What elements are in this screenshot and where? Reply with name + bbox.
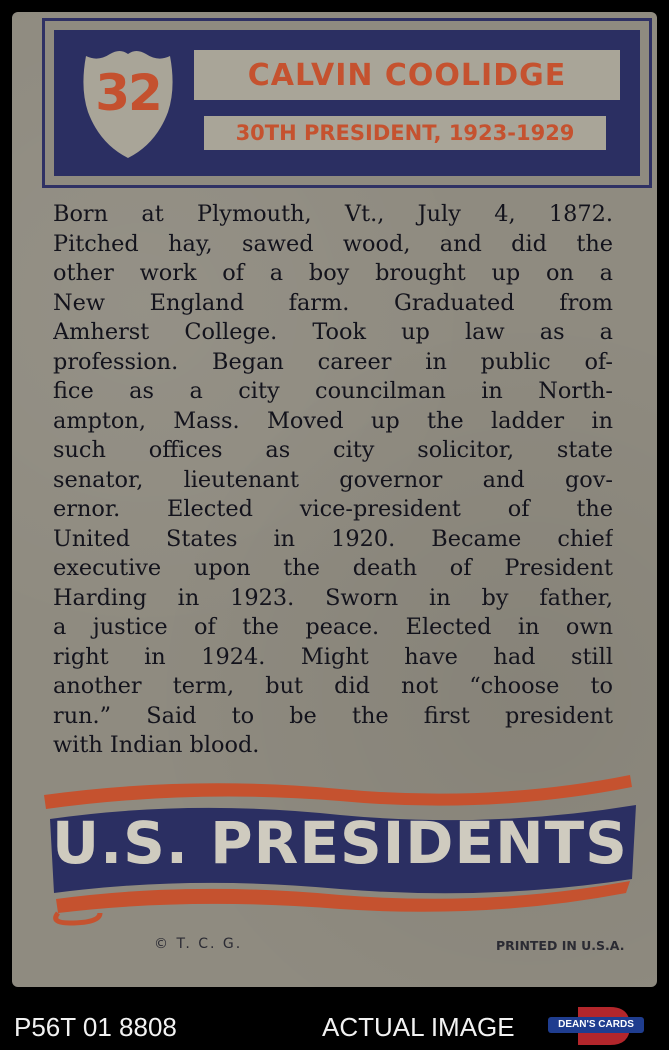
bio-line: New England farm. Graduated from xyxy=(53,289,613,316)
deans-cards-logo[interactable] xyxy=(548,1005,644,1047)
printed-in-usa: PRINTED IN U.S.A. xyxy=(496,938,625,953)
bio-line: other work of a boy brought up on a xyxy=(53,260,613,286)
header-panel xyxy=(54,30,640,176)
copyright-mark: © T. C. G. xyxy=(154,936,243,952)
cert-number: P56T 01 8808 xyxy=(14,1012,177,1042)
banner-title-svg xyxy=(40,795,640,895)
route-shield-badge xyxy=(80,48,176,160)
bio-line: such offices as city solicitor, state xyxy=(53,437,613,463)
header-frame xyxy=(42,18,652,188)
bio-line: a justice of the peace. Elected in own xyxy=(53,614,613,640)
bio-line: ampton, Mass. Moved up the ladder in xyxy=(53,407,613,434)
name-label xyxy=(194,50,620,100)
bio-line: fice as a city councilman in North- xyxy=(53,378,613,404)
bio-line: ernor. Elected vice-president of the xyxy=(53,496,613,522)
term-label xyxy=(204,116,606,150)
footer-bar xyxy=(0,1000,669,1050)
bio-line: Amherst College. Took up law as a xyxy=(53,319,613,345)
bio-line: Harding in 1923. Sworn in by father, xyxy=(53,584,613,611)
bio-line: right in 1924. Might have had still xyxy=(53,643,613,670)
bio-line: United States in 1920. Became chief xyxy=(53,525,613,552)
banner-title: U.S. PRESIDENTS xyxy=(52,809,628,877)
bio-line: another term, but did not “choose to xyxy=(53,673,613,699)
bio-line: Born at Plymouth, Vt., July 4, 1872. xyxy=(53,201,613,227)
bio-line: with Indian blood. xyxy=(53,732,260,758)
actual-image-label: ACTUAL IMAGE xyxy=(322,1012,515,1042)
bio-line: Pitched hay, sawed wood, and did the xyxy=(53,230,613,257)
bio-line: executive upon the death of President xyxy=(53,555,613,581)
bio-line: senator, lieutenant governor and gov- xyxy=(53,466,613,493)
bio-line: profession. Began career in public of- xyxy=(53,348,613,375)
logo-text: DEAN'S CARDS xyxy=(558,1019,634,1030)
card-number: 32 xyxy=(95,64,161,122)
card-back xyxy=(12,12,657,987)
biography-text xyxy=(53,200,613,761)
bio-line: run.” Said to be the first president xyxy=(53,702,613,729)
president-term: 30TH PRESIDENT, 1923-1929 xyxy=(235,121,575,145)
presidents-banner xyxy=(40,767,640,927)
banner-title-wrap xyxy=(40,795,640,895)
president-name: CALVIN COOLIDGE xyxy=(247,57,567,93)
